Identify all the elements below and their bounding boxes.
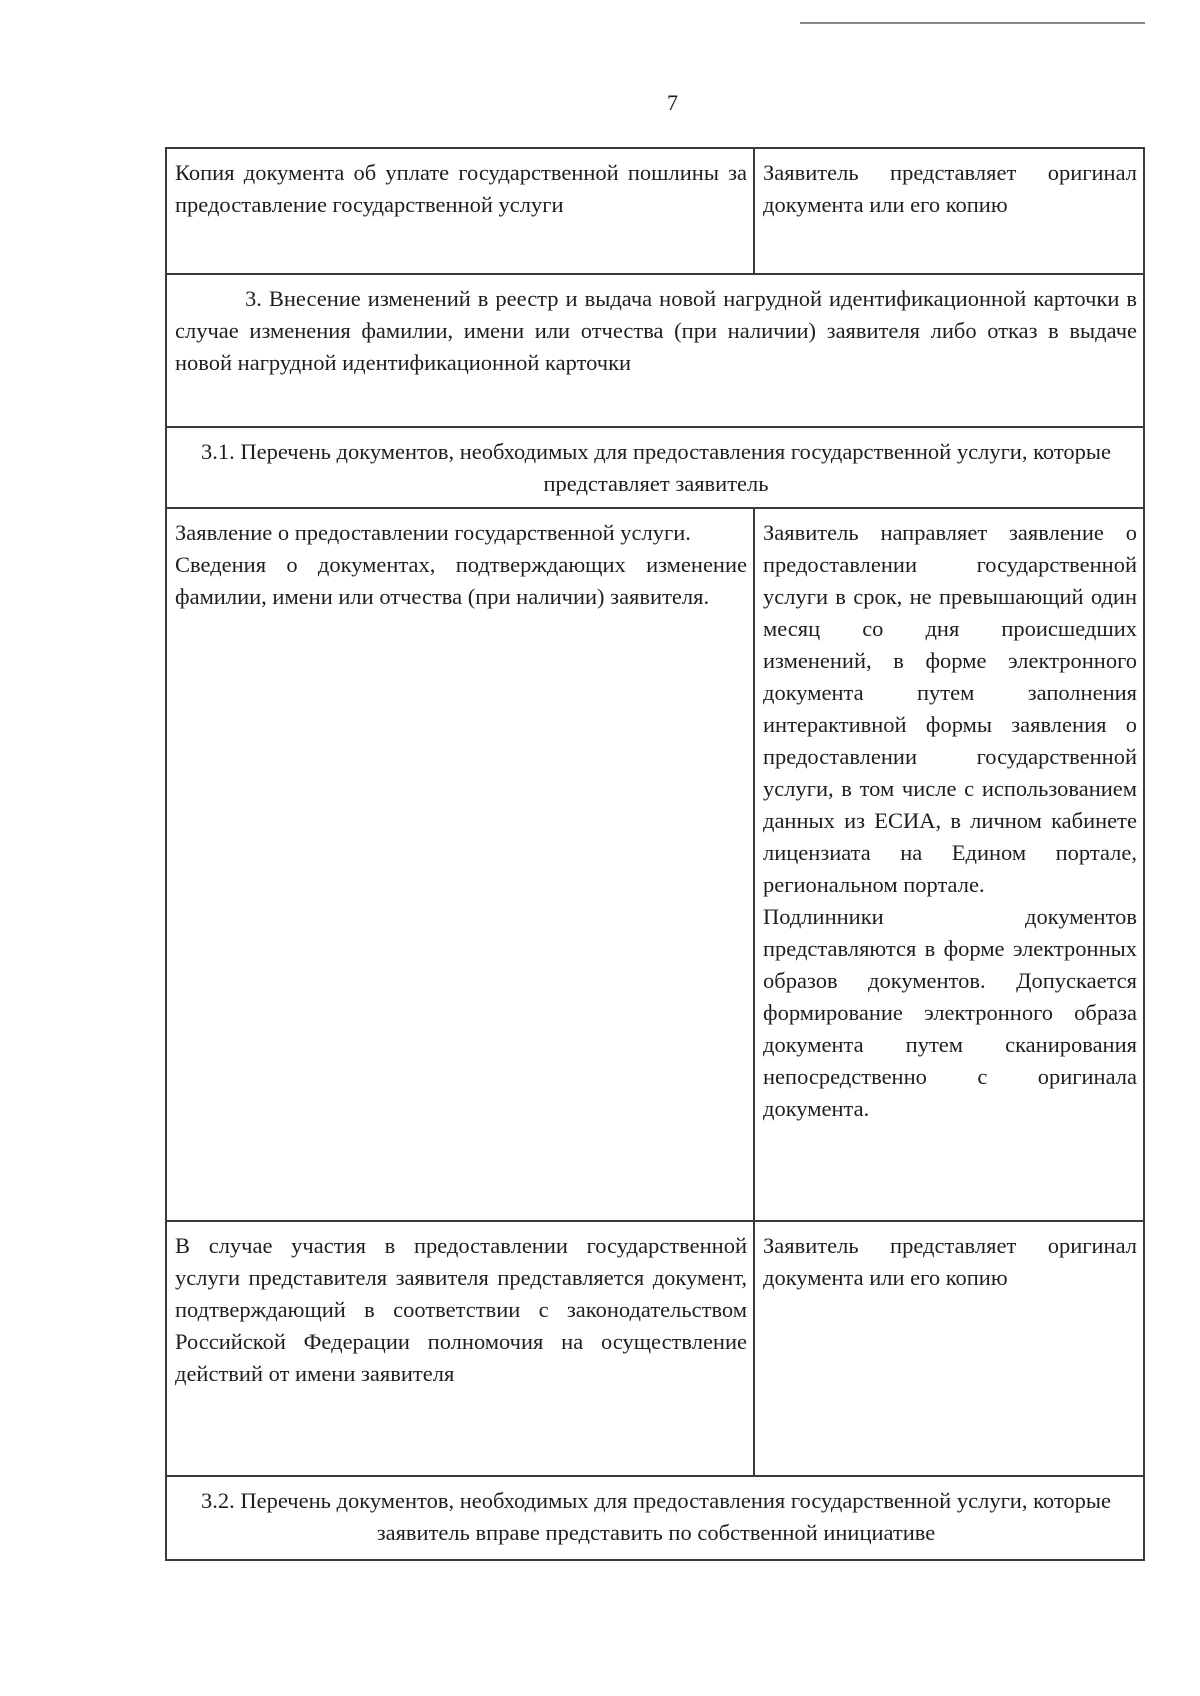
section-3-heading <box>167 275 1143 426</box>
table-row <box>167 149 1143 275</box>
table-cell-document <box>167 509 755 1220</box>
table-cell-requirement: Заявитель представляет оригинал документа или его копию <box>763 1233 1137 1290</box>
table-cell-requirement <box>755 509 1143 1220</box>
table-cell-requirement: Заявитель представляет оригинал документа или его копию <box>763 160 1137 217</box>
section-3-1-heading: 3.1. Перечень документов, необходимых для предоставления государственной услуги, которые представляет заявитель <box>201 439 1111 496</box>
scan-artifact-line <box>800 22 1145 24</box>
document-paragraph: Сведения о документах, подтверждающих изменение фамилии, имени или отчества (при наличии) заявителя. <box>175 552 747 609</box>
requirement-paragraph: Подлинники документов представляются в форме электронных образов документов. Допускается формирование электронного образа документа путем сканирования непосредственно с оригинала документа. <box>763 904 1137 1121</box>
table-row-subsection-heading <box>167 1477 1143 1559</box>
table-cell-document: Копия документа об уплате государственной пошлины за предоставление государственной услуги <box>167 149 755 273</box>
section-3-2-heading: 3.2. Перечень документов, необходимых для предоставления государственной услуги, которые заявитель вправе представить по собственной инициативе <box>201 1488 1111 1545</box>
document-paragraph: Заявление о предоставлении государственной услуги. <box>175 520 691 545</box>
table-row-section-heading <box>167 275 1143 428</box>
requirement-paragraph: Заявитель направляет заявление о предоставлении государственной услуги в срок, не превышающий один месяц со дня происшедших изменений, в форме электронного документа путем заполнения интерактивной формы заявления о предоставлении государственной услуги, в том числе с использованием данных из ЕСИА, в личном кабинете лицензиата на Едином портале, региональном портале. <box>763 520 1137 897</box>
table-row-subsection-heading <box>167 428 1143 509</box>
document-table <box>165 147 1145 1561</box>
section-3-heading-text: 3. Внесение изменений в реестр и выдача новой нагрудной идентификационной карточки в случае изменения фамилии, имени или отчества (при наличии) заявителя либо отказ в выдаче новой нагрудной идентификационной карточки <box>175 286 1137 375</box>
page-number: 7 <box>667 90 678 115</box>
table-row <box>167 509 1143 1222</box>
table-row <box>167 1222 1143 1477</box>
table-cell-document: В случае участия в предоставлении государственной услуги представителя заявителя представляется документ, подтверждающий в соответствии с законодательством Российской Федерации полномочия на осуществление действий от имени заявителя <box>167 1222 755 1475</box>
